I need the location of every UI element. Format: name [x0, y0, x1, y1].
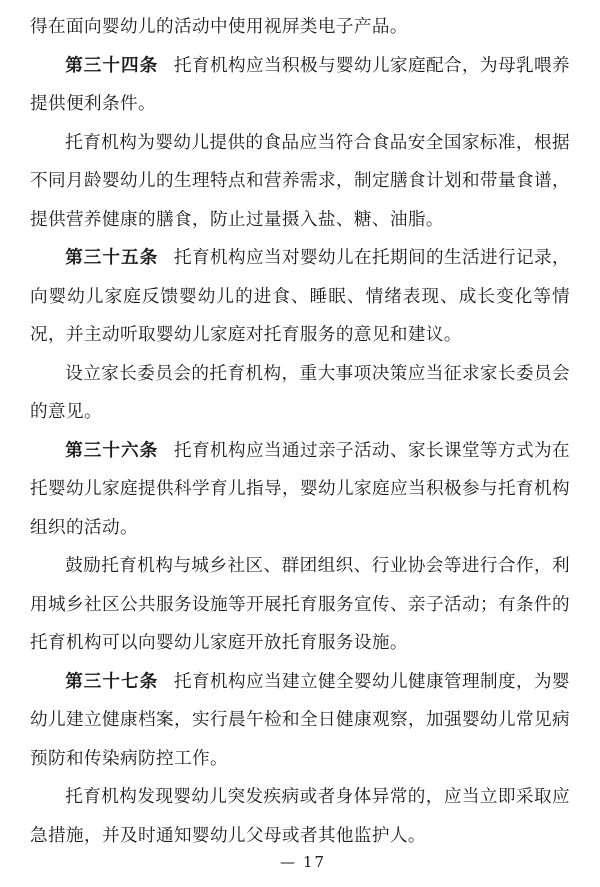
paragraph-emergency-measures — [30, 778, 570, 855]
document-body — [30, 8, 570, 855]
footer-dash: — — [279, 853, 297, 871]
article-label-35: 第三十五条 — [65, 247, 159, 268]
article-label-34: 第三十四条 — [65, 54, 159, 76]
page-number: 17 — [302, 853, 327, 871]
paragraph-text: 托育机构应当积极与婴幼儿家庭配合，为母乳喂养提供便利条件。 — [30, 55, 570, 114]
page-footer — [0, 853, 600, 871]
article-label-37: 第三十七条 — [65, 670, 159, 692]
paragraph-text: 托育机构应当建立健全婴幼儿健康管理制度，为婴幼儿建立健康档案，实行晨午检和全日健康观察，加强婴幼儿常见病预防和传染病防控工作。 — [30, 671, 570, 769]
paragraph-text: 设立家长委员会的托育机构，重大事项决策应当征求家长委员会的意见。 — [30, 363, 570, 422]
article-paragraph-35 — [30, 239, 570, 355]
paragraph-text: 托育机构为婴幼儿提供的食品应当符合食品安全国家标准，根据不同月龄婴幼儿的生理特点和营养需求，制定膳食计划和带量食谱，提供营养健康的膳食，防止过量摄入盐、糖、油脂。 — [30, 132, 570, 230]
article-paragraph-37 — [30, 663, 570, 779]
paragraph-text: 鼓励托育机构与城乡社区、群团组织、行业协会等进行合作，利用城乡社区公共服务设施等开展托育服务宣传、亲子活动；有条件的托育机构可以向婴幼儿家庭开放托育服务设施。 — [30, 556, 570, 653]
paragraph-community-cooperation — [30, 547, 570, 663]
paragraph-text: 得在面向婴幼儿的活动中使用视屏类电子产品。 — [30, 17, 408, 37]
paragraph-text: 托育机构应当对婴幼儿在托期间的生活进行记录，向婴幼儿家庭反馈婴幼儿的进食、睡眠、情绪表现、成长变化等情况，并主动听取婴幼儿家庭对托育服务的意见和建议。 — [30, 248, 570, 345]
article-paragraph-34 — [30, 47, 570, 124]
paragraph-text: 托育机构应当通过亲子活动、家长课堂等方式为在托婴幼儿家庭提供科学育儿指导，婴幼儿家庭应当积极参与托育机构组织的活动。 — [30, 440, 570, 538]
article-paragraph-36 — [30, 432, 570, 548]
paragraph-food-standards — [30, 124, 570, 240]
paragraph-continuation — [30, 8, 570, 47]
paragraph-text: 托育机构发现婴幼儿突发疾病或者身体异常的，应当立即采取应急措施，并及时通知婴幼儿父母或者其他监护人。 — [30, 787, 570, 846]
article-label-36: 第三十六条 — [65, 439, 159, 461]
paragraph-parent-committee — [30, 355, 570, 432]
